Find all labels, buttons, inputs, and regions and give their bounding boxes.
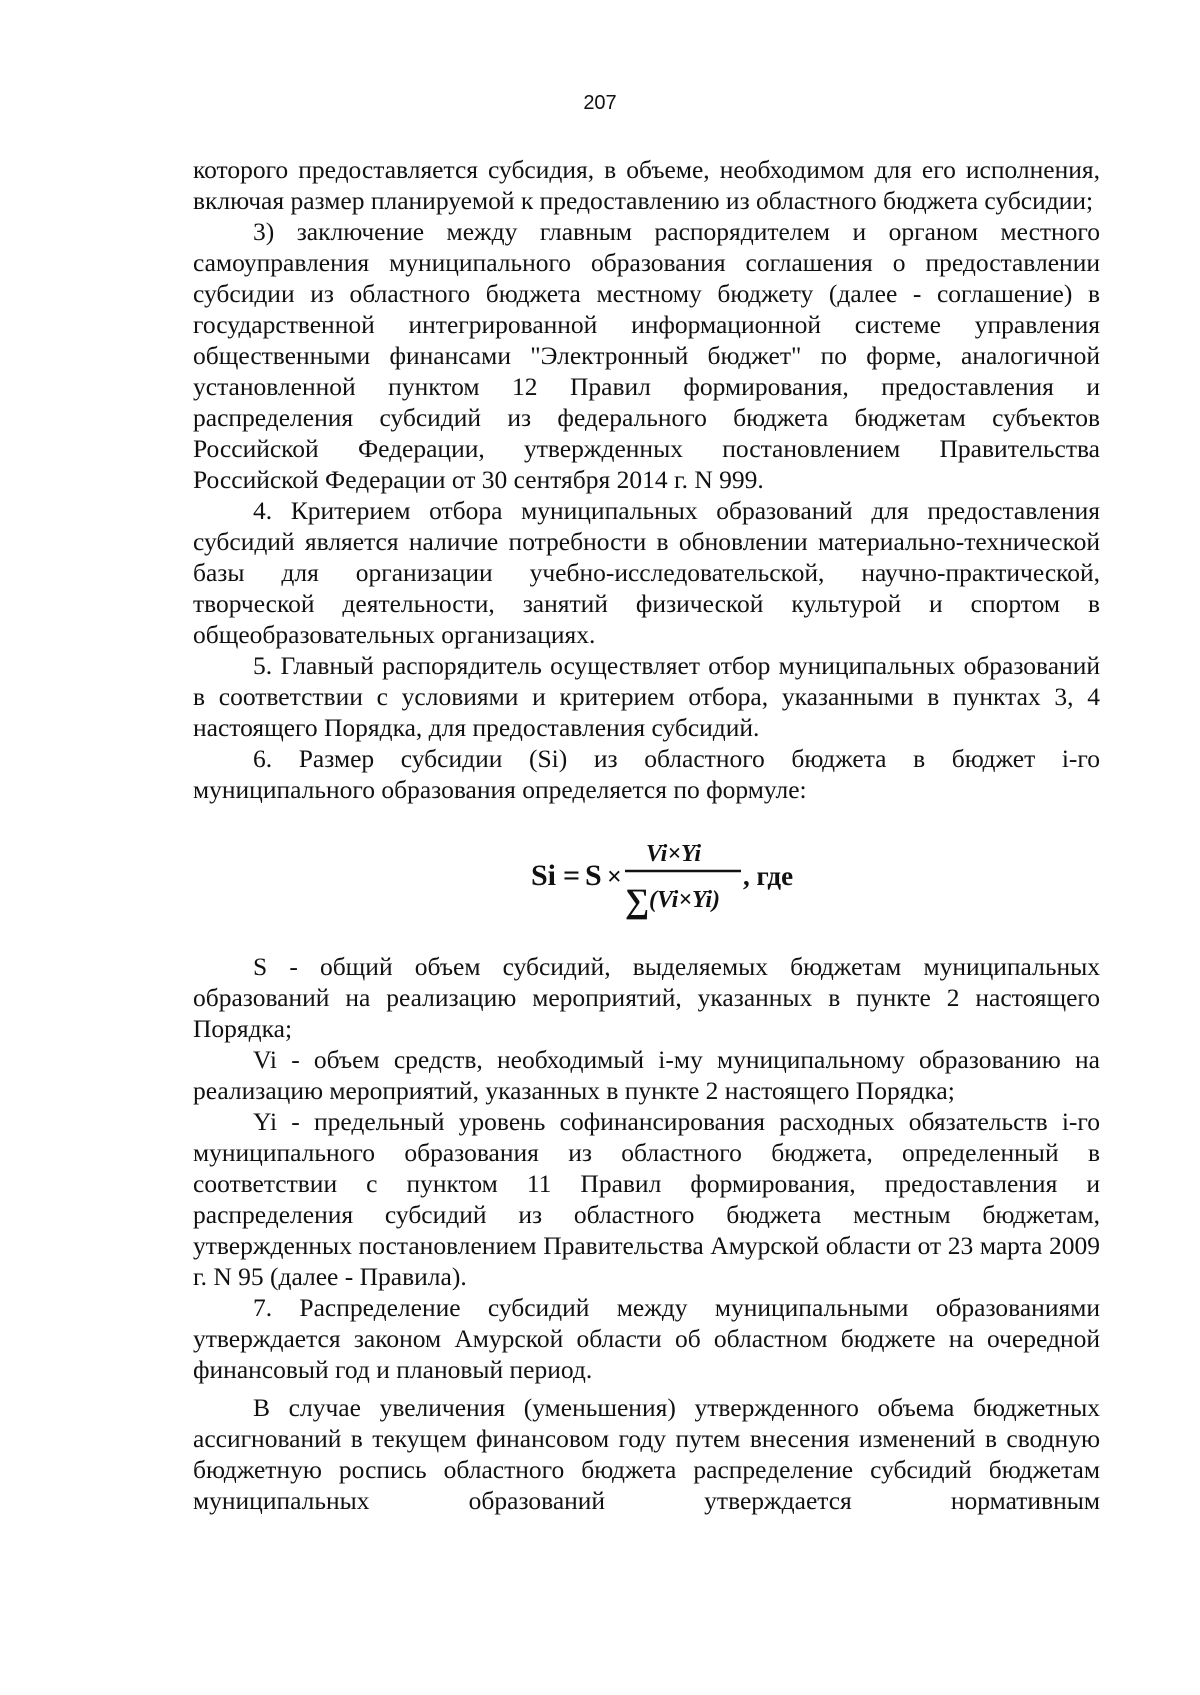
paragraph-item-3: 3) заключение между главным распорядителем и органом местного самоуправления муниципального образования соглашения о предоставлении субсидии из областного бюджета местному бюджету (далее - соглашение) в государственной интегрированной информационной системе управления общественными финансами "Электронный бюджет" по форме, аналогичной установленной пунктом 12 Правил формирования, предоставления и распределения субсидий из федерального бюджета бюджетам субъектов Российской Федерации, утвержденных постановлением Правительства Российской Федерации от 30 сентября 2014 г. N 999.: [193, 217, 1100, 494]
page-number: 207: [583, 92, 617, 114]
formula-numerator: Vi×Yi: [646, 841, 702, 867]
paragraph-item-5: 5. Главный распорядитель осуществляет отбор муниципальных образований в соответствии с условиями и критерием отбора, указанными в пунктах 3, 4 настоящего Порядка, для предоставления субсидий.: [193, 651, 1100, 742]
formula-suffix: , где: [743, 861, 794, 891]
definition-yi: Yi - предельный уровень софинансирования расходных обязательств i-го муниципального образования из областного бюджета, определенный в соответствии с пунктом 11 Правил формирования, предоставления и распределения субсидий из областного бюджета местным бюджетам, утвержденных постановлением Правительства Амурской области от 23 марта 2009 г. N 95 (далее - Правила).: [193, 1107, 1100, 1291]
document-body: [193, 154, 1100, 1516]
definition-s: S - общий объем субсидий, выделяемых бюджетам муниципальных образований на реализацию мероприятий, указанных в пункте 2 настоящего Порядка;: [193, 952, 1100, 1043]
paragraph-item-4: 4. Критерием отбора муниципальных образований для предоставления субсидий является наличие потребности в обновлении материально-технической базы для организации учебно-исследовательской, научно-практической, творческой деятельности, занятий физической культурой и спортом в общеобразовательных организациях.: [193, 496, 1100, 649]
paragraph-item-7: 7. Распределение субсидий между муниципальными образованиями утверждается законом Амурской области об областном бюджете на очередной финансовый год и плановый период.: [193, 1293, 1100, 1384]
formula-equals: =: [563, 859, 581, 892]
paragraph-item-6: 6. Размер субсидии (Si) из областного бюджета в бюджет i-го муниципального образования определяется по формуле:: [193, 744, 1100, 804]
formula-lhs: Si: [531, 859, 557, 892]
formula-total-s: S: [585, 859, 602, 892]
definition-vi: Vi - объем средств, необходимый i-му муниципальному образованию на реализацию мероприятий, указанных в пункте 2 настоящего Порядка;: [193, 1045, 1100, 1105]
formula-times: ×: [607, 862, 622, 891]
formula-graphic: [193, 825, 1100, 935]
subsidy-formula: [193, 825, 1100, 935]
paragraph-budget-change: В случае увеличения (уменьшения) утвержденного объема бюджетных ассигнований в текущем финансовом году путем внесения изменений в сводную бюджетную роспись областного бюджета распределение субсидий бюджетам муниципальных образований утверждается нормативным: [193, 1393, 1100, 1515]
paragraph-continuation: которого предоставляется субсидия, в объеме, необходимом для его исполнения, включая размер планируемой к предоставлению из областного бюджета субсидии;: [193, 155, 1100, 215]
formula-denominator: (Vi×Yi): [649, 887, 721, 913]
sum-sign: ∑: [625, 883, 650, 920]
